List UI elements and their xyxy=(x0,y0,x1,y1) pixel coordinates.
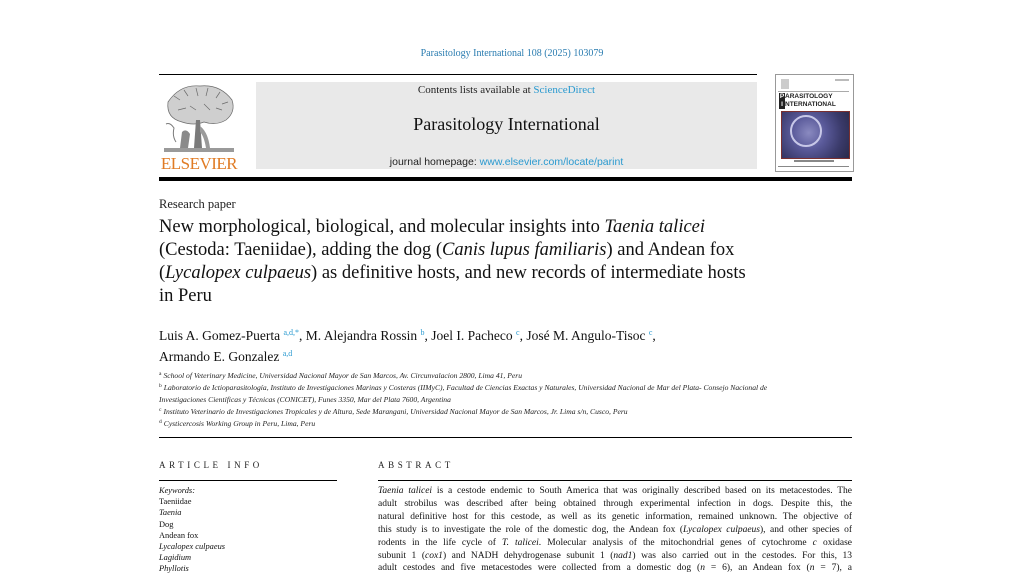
author-sep: , xyxy=(299,328,306,343)
article-info-heading: ARTICLE INFO xyxy=(159,460,263,470)
keywords-label: Keywords: xyxy=(159,486,195,495)
affiliation-mark: c xyxy=(159,406,162,413)
elsevier-tree-icon xyxy=(160,82,238,154)
abstract-text: this study is to investigate the role of the domestic dog, the Andean fox ( xyxy=(378,524,684,535)
contents-line xyxy=(256,84,757,96)
homepage-line xyxy=(256,156,757,168)
journal-cover-thumbnail[interactable] xyxy=(775,74,854,172)
affiliations xyxy=(159,369,769,429)
abstract-italic: Lycalopex culpaeus xyxy=(683,524,761,535)
abstract-body xyxy=(378,485,852,575)
keyword-item: Taenia xyxy=(159,508,182,518)
author-name[interactable]: Joel I. Pacheco xyxy=(431,328,513,343)
author-name[interactable]: Luis A. Gomez-Puerta xyxy=(159,328,281,343)
abstract-text: ), and other species of xyxy=(760,524,852,535)
author-name[interactable]: José M. Angulo-Tisoc xyxy=(526,328,646,343)
contents-prefix: Contents lists available at xyxy=(417,84,534,96)
cover-url-mark xyxy=(794,160,834,162)
title-text: ) and Andean fox ( xyxy=(159,240,735,283)
author-affiliation-link[interactable]: b xyxy=(420,328,425,337)
journal-homepage-link[interactable]: www.elsevier.com/locate/parint xyxy=(479,156,624,168)
affiliation-item xyxy=(159,417,769,429)
keyword-item: Dog xyxy=(159,519,174,529)
affiliation-mark: a xyxy=(159,371,162,377)
author-sep: , xyxy=(652,328,656,343)
affiliation-item xyxy=(159,381,769,405)
cover-title-cap-p: P xyxy=(779,93,785,100)
cover-title-line2: NTERNATIONAL xyxy=(785,101,836,108)
affiliation-mark: d xyxy=(159,419,162,426)
abstract-line xyxy=(378,485,852,498)
affiliation-item xyxy=(159,405,769,417)
author-affiliation-link[interactable]: c xyxy=(516,328,520,337)
title-italic: Canis lupus familiaris xyxy=(441,240,607,260)
affiliation-text: School of Veterinary Medicine, Universidad Nacional Mayor de San Marcos, Av. Circunvalacion 2800, Lima 41, Peru xyxy=(163,371,522,380)
keyword-item: Lagidium xyxy=(159,553,192,563)
cover-issn-mark xyxy=(835,79,849,81)
journal-title: Parasitology International xyxy=(413,114,600,134)
keyword-item: Taeniidae xyxy=(159,497,192,507)
author-sep: , xyxy=(424,328,432,343)
abstract-text: subunit 1 ( xyxy=(378,550,425,561)
abstract-line xyxy=(378,537,852,550)
abstract-line xyxy=(378,550,852,563)
abstract-text: is a cestode endemic to South America that was originally described based on its metacestodes. The xyxy=(432,486,852,496)
abstract-text: oxidase xyxy=(816,537,852,548)
abstract-line xyxy=(378,511,852,524)
homepage-prefix: journal homepage: xyxy=(389,156,480,168)
author-list xyxy=(159,324,759,366)
title-text: New morphological, biological, and molecular insights into xyxy=(159,217,605,237)
keyword-item: Andean fox xyxy=(159,530,199,540)
abstract-text: adult cestodes and five metacestodes were collected from a domestic dog ( xyxy=(378,563,701,574)
abstract-italic: T. talicei xyxy=(502,537,539,548)
header-top-rule xyxy=(159,74,757,75)
abstract-italic: n xyxy=(700,563,705,574)
abstract-text: ) was also carried out in the cestodes. For this, 13 xyxy=(632,550,852,561)
affiliation-text: Instituto Veterinario de Investigaciones Tropicales y de Altura, Sede Marangani, Universidad Nacional Mayor de San Marcos, Jr. Lima s/n, Cusco, Peru xyxy=(163,406,628,416)
keyword-item: Phyllotis xyxy=(159,564,189,574)
author-sep: , xyxy=(519,328,527,343)
journal-banner xyxy=(256,82,757,169)
keywords-list xyxy=(159,485,225,575)
section-divider xyxy=(159,437,852,438)
title-text: (Cestoda: Taeniidae), adding the dog ( xyxy=(159,240,442,260)
cover-elsevier-icon xyxy=(781,79,789,89)
abstract-line xyxy=(378,524,852,537)
abstract-italic: c xyxy=(812,537,817,548)
sciencedirect-link[interactable]: ScienceDirect xyxy=(533,84,596,96)
author-affiliation-link[interactable]: a,d,* xyxy=(283,328,300,337)
article-title xyxy=(159,216,759,308)
abstract-rule xyxy=(378,480,852,481)
affiliation-mark: b xyxy=(159,383,162,390)
elsevier-logo[interactable] xyxy=(158,82,240,172)
author-affiliation-link[interactable]: c xyxy=(648,328,653,337)
abstract-text: = 7), a xyxy=(814,563,852,574)
header-thick-rule xyxy=(159,177,852,181)
abstract-line xyxy=(378,498,852,511)
title-italic: Taenia talicei xyxy=(604,217,706,237)
abstract-italic: Taenia talicei xyxy=(378,486,433,496)
journal-citation-link[interactable]: Parasitology International 108 (2025) 103079 xyxy=(420,48,604,59)
cover-rule xyxy=(778,91,849,92)
affiliation-item xyxy=(159,369,769,381)
affiliation-text: Laboratorio de Ictioparasitología, Instituto de Investigaciones Marinas y Costeras (IIMyC), Facultad de Ciencias Exactas y Naturales, Universidad Nacional de Mar del Plata- Consejo Nacional de Investigaciones Científicas y Técnicas (CONICET), Funes 3350, Mar del Plata 7600, Argentina xyxy=(159,383,768,404)
cover-title-line1: ARASITOLOGY xyxy=(785,93,833,100)
abstract-italic: n xyxy=(809,563,815,574)
cover-title-cap-i: I xyxy=(779,101,785,109)
abstract-text: = 6), an Andean fox ( xyxy=(704,563,810,574)
abstract-text: . Molecular analysis of the mitochondrial genes of cytochrome xyxy=(538,537,813,548)
title-italic: Lycalopex culpaeus xyxy=(165,263,312,283)
author-affiliation-link[interactable]: a,d xyxy=(282,349,293,358)
article-type: Research paper xyxy=(159,197,236,211)
cover-rule-bottom xyxy=(778,166,849,167)
cover-title xyxy=(779,93,836,109)
abstract-text: natural definitive host for this cestode, as well as its genetic information, remained unknown. The objective of xyxy=(378,511,852,522)
abstract-text: ) and NADH dehydrogenase subunit 1 ( xyxy=(442,550,614,561)
abstract-italic: cox1 xyxy=(425,550,443,561)
elsevier-wordmark: ELSEVIER xyxy=(160,154,238,173)
abstract-text: rodents in the life cycle of xyxy=(378,537,503,548)
abstract-line xyxy=(378,562,852,575)
article-info-rule xyxy=(159,480,337,481)
abstract-italic: nad1 xyxy=(613,550,633,561)
keyword-item: Lycalopex culpaeus xyxy=(159,542,226,552)
abstract-text: adult strobilus was described after being obtained through experimental infection in dogs. Despite this, the xyxy=(378,498,852,509)
author-name[interactable]: M. Alejandra Rossin xyxy=(305,328,418,343)
abstract-heading: ABSTRACT xyxy=(378,460,454,470)
author-name[interactable]: Armando E. Gonzalez xyxy=(159,349,280,364)
affiliation-text: Cysticercosis Working Group in Peru, Lima, Peru xyxy=(163,419,316,429)
title-text: ) as definitive hosts, and new records of intermediate hosts in Peru xyxy=(159,263,746,306)
magnifier-icon xyxy=(790,115,822,147)
